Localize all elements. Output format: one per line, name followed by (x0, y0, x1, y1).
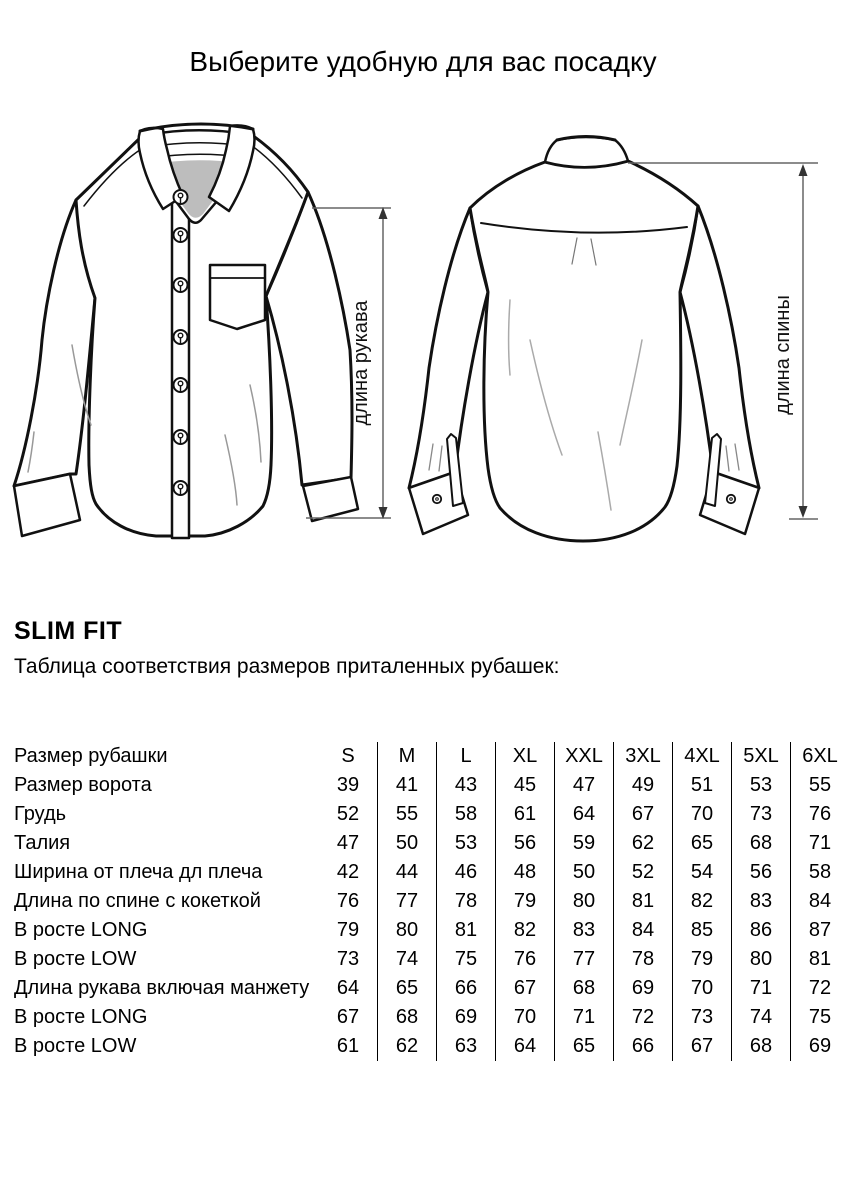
size-value-cell: 5XL (732, 742, 791, 771)
size-value-cell: 51 (673, 771, 732, 800)
row-label: В росте LONG (14, 919, 148, 941)
size-value-cell: 50 (555, 858, 614, 887)
size-table (14, 742, 846, 1061)
table-row (14, 916, 846, 945)
back-collar (545, 137, 628, 167)
size-value-cell: 76 (791, 800, 846, 829)
size-table-body (14, 742, 846, 1061)
size-value-cell: 70 (673, 974, 732, 1003)
size-value-cell: 80 (555, 887, 614, 916)
size-value-cell: 65 (673, 829, 732, 858)
size-value-cell: 74 (378, 945, 437, 974)
table-row (14, 858, 846, 887)
size-value-cell: 61 (336, 1035, 360, 1057)
row-label: Размер ворота (14, 774, 152, 796)
table-row (14, 800, 846, 829)
size-value-cell: 84 (791, 887, 846, 916)
size-value-cell: 44 (378, 858, 437, 887)
size-value-cell: 50 (378, 829, 437, 858)
size-value-cell: 73 (673, 1003, 732, 1032)
size-value-cell: S (341, 745, 355, 767)
size-value-cell: 76 (336, 890, 360, 912)
size-value-cell: 83 (732, 887, 791, 916)
size-value-cell: 58 (791, 858, 846, 887)
slim-fit-heading: SLIM FIT (14, 617, 123, 645)
size-value-cell: 81 (791, 945, 846, 974)
size-value-cell: 52 (336, 803, 360, 825)
row-label: Грудь (14, 803, 67, 825)
front-right-cuff (303, 477, 358, 521)
row-label: Длина рукава включая манжету (14, 977, 310, 999)
size-value-cell: 80 (732, 945, 791, 974)
size-value-cell: 48 (496, 858, 555, 887)
size-value-cell: 62 (614, 829, 673, 858)
size-value-cell: 63 (437, 1032, 496, 1061)
size-value-cell: 56 (732, 858, 791, 887)
table-row (14, 945, 846, 974)
chest-pocket (210, 265, 265, 329)
table-caption: Таблица соответствия размеров приталенных рубашек: (14, 655, 560, 678)
size-value-cell: 62 (378, 1032, 437, 1061)
size-value-cell: 4XL (673, 742, 732, 771)
size-value-cell: 82 (496, 916, 555, 945)
size-value-cell: 68 (732, 1032, 791, 1061)
size-value-cell: 77 (555, 945, 614, 974)
size-value-cell: 64 (555, 800, 614, 829)
size-value-cell: 65 (378, 974, 437, 1003)
table-row (14, 1003, 846, 1032)
size-value-cell: 69 (437, 1003, 496, 1032)
size-value-cell: 73 (732, 800, 791, 829)
size-value-cell: 67 (336, 1006, 360, 1028)
size-value-cell: 75 (791, 1003, 846, 1032)
size-value-cell: 83 (555, 916, 614, 945)
size-value-cell: 74 (732, 1003, 791, 1032)
size-value-cell: 53 (732, 771, 791, 800)
size-value-cell: 49 (614, 771, 673, 800)
size-value-cell: 76 (496, 945, 555, 974)
size-value-cell: 47 (336, 832, 360, 854)
size-value-cell: 71 (791, 829, 846, 858)
table-row (14, 887, 846, 916)
size-value-cell: 68 (555, 974, 614, 1003)
size-value-cell: 66 (437, 974, 496, 1003)
size-value-cell: 81 (437, 916, 496, 945)
size-value-cell: 79 (496, 887, 555, 916)
table-row (14, 829, 846, 858)
size-value-cell: 68 (732, 829, 791, 858)
back-length-label: длина спины (772, 295, 794, 415)
front-left-cuff (14, 474, 80, 536)
size-value-cell: 70 (496, 1003, 555, 1032)
row-label: Ширина от плеча дл плеча (14, 861, 263, 883)
size-value-cell: 73 (336, 948, 360, 970)
size-value-cell: 78 (614, 945, 673, 974)
size-value-cell: 55 (378, 800, 437, 829)
size-value-cell: 47 (555, 771, 614, 800)
size-value-cell: 39 (336, 774, 360, 796)
shirt-diagram (0, 110, 846, 610)
size-value-cell: 75 (437, 945, 496, 974)
size-value-cell: L (437, 742, 496, 771)
back-shirt-drawing (409, 137, 759, 542)
size-value-cell: 53 (437, 829, 496, 858)
size-value-cell: 67 (614, 800, 673, 829)
size-value-cell: 52 (614, 858, 673, 887)
size-value-cell: 86 (732, 916, 791, 945)
sleeve-length-label: длина рукава (350, 300, 372, 426)
size-value-cell: 71 (732, 974, 791, 1003)
size-value-cell: 59 (555, 829, 614, 858)
size-value-cell: 79 (336, 919, 360, 941)
row-label: В росте LOW (14, 948, 137, 970)
size-value-cell: 67 (673, 1032, 732, 1061)
table-row (14, 742, 846, 771)
size-value-cell: 54 (673, 858, 732, 887)
size-value-cell: 64 (496, 1032, 555, 1061)
row-label: Длина по спине с кокеткой (14, 890, 261, 912)
row-label: В росте LONG (14, 1006, 148, 1028)
size-value-cell: 80 (378, 916, 437, 945)
size-value-cell: 65 (555, 1032, 614, 1061)
size-value-cell: 77 (378, 887, 437, 916)
table-row (14, 974, 846, 1003)
size-value-cell: 69 (791, 1032, 846, 1061)
size-value-cell: XXL (555, 742, 614, 771)
size-value-cell: 41 (378, 771, 437, 800)
size-value-cell: 71 (555, 1003, 614, 1032)
size-value-cell: 68 (378, 1003, 437, 1032)
table-row (14, 1032, 846, 1061)
table-row (14, 771, 846, 800)
size-value-cell: 56 (496, 829, 555, 858)
size-value-cell: 43 (437, 771, 496, 800)
size-value-cell: 58 (437, 800, 496, 829)
size-value-cell: 64 (336, 977, 360, 999)
size-value-cell: 82 (673, 887, 732, 916)
size-value-cell: 3XL (614, 742, 673, 771)
size-value-cell: 61 (496, 800, 555, 829)
row-label: В росте LOW (14, 1035, 137, 1057)
front-shirt-drawing (14, 124, 358, 538)
size-value-cell: 66 (614, 1032, 673, 1061)
size-value-cell: 78 (437, 887, 496, 916)
row-label: Размер рубашки (14, 745, 168, 767)
size-value-cell: 84 (614, 916, 673, 945)
size-value-cell: 6XL (791, 742, 846, 771)
size-value-cell: 79 (673, 945, 732, 974)
size-value-cell: 72 (791, 974, 846, 1003)
back-body (470, 161, 698, 541)
page-title: Выберите удобную для вас посадку (189, 46, 657, 77)
size-value-cell: 69 (614, 974, 673, 1003)
size-value-cell: XL (496, 742, 555, 771)
size-value-cell: 55 (791, 771, 846, 800)
size-value-cell: 45 (496, 771, 555, 800)
size-value-cell: 85 (673, 916, 732, 945)
size-value-cell: 72 (614, 1003, 673, 1032)
size-value-cell: 42 (336, 861, 360, 883)
size-value-cell: 67 (496, 974, 555, 1003)
size-value-cell: M (378, 742, 437, 771)
size-value-cell: 87 (791, 916, 846, 945)
size-value-cell: 81 (614, 887, 673, 916)
size-value-cell: 46 (437, 858, 496, 887)
row-label: Талия (14, 832, 71, 854)
size-value-cell: 70 (673, 800, 732, 829)
